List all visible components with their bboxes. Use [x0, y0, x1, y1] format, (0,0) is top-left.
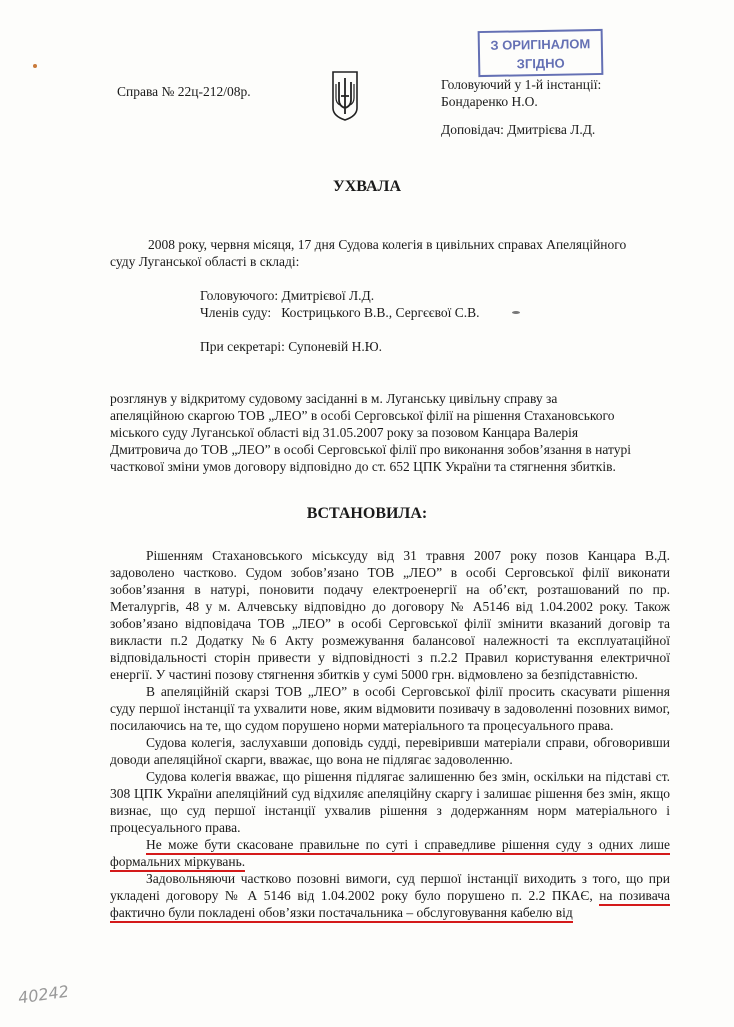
considered-line: розглянув у відкритому судовому засіданні в м. Луганську цивільну справу за — [110, 391, 558, 406]
case-number: Справа № 22ц-212/08р. — [117, 84, 251, 99]
underlined-text: Не може бути скасоване правильне по суті і справедливе рішення суду з одних лише формальних міркувань. — [110, 837, 670, 872]
paragraph-reasoning: Судова колегія вважає, що рішення підлягає залишенню без змін, оскільки на підставі ст. 308 ЦПК України апеляційний суд відхиляє апеляційну скаргу і залишає рішення без змін, якщо визнає, що суд першої інстанції ухвалив рішення з додержанням норм матеріального і процесуального права. — [110, 769, 670, 835]
trident-emblem-icon — [330, 70, 360, 122]
rapporteur: Доповідач: Дмитрієва Л.Д. — [441, 122, 596, 137]
presiding-name: Бондаренко Н.О. — [441, 94, 538, 109]
speck-mark — [512, 311, 520, 314]
panel-chair: Головуючого: Дмитрієвої Л.Д. — [200, 288, 375, 303]
presiding-label: Головуючий у 1-й інстанції: — [441, 77, 602, 92]
speck-mark — [33, 64, 37, 68]
considered-line: апеляційною скаргою ТОВ „ЛЕО” в особі Серговської філії на рішення Стахановського — [110, 408, 615, 423]
paragraph-review: Судова колегія, заслухавши доповідь судді, перевіривши матеріали справи, обговоривши доводи апеляційної скарги, вважає, що вона не підлягає задоволенню. — [110, 735, 670, 767]
original-conformity-stamp: З ОРИГІНАЛОМ ЗГІДНО — [478, 29, 604, 77]
underlined-text: на позивача фактично були покладені обов’язки постачальника – обслуговування кабелю від — [110, 888, 670, 923]
panel-members: Членів суду: Кострицького В.В., Сергєєвої С.В. — [200, 305, 480, 320]
paragraph-first-instance: Задовольняючи частково позовні вимоги, суд першої інстанції виходить з того, що при укладені договору № А 5146 від 1.04.2002 року було порушено п. 2.2 ПКАЄ, на позивача фактично були покладені обов’язки постачальника – обслуговування кабелю від — [110, 870, 670, 921]
considered-line: міського суду Луганської області від 31.05.2007 року за позовом Канцара Валерія — [110, 425, 579, 440]
paragraph-decision: Рішенням Стахановського міськсуду від 31 травня 2007 року позов Канцара В.Д. задоволено частково. Судом зобов’язано ТОВ „ЛЕО” в особі Серговської філії виконати зобов’язання в натурі, поновити подачу електроенергії на об’єкт, розташований по пр. Металургів, 48 у м. Алчевську відповідно до договору № А5146 від 1.04.2002 року. Також зобов’язано відповідача ТОВ „ЛЕО” в особі Серговської філії змінити вказаний договір та викласти п.2 Додатку №6 Акту розмежування балансової належності та експлуатаційної відповідальності сторін привести у відповідності з п.2.2 Правил користування електричної енергії. У частині позову стягнення збитків у сумі 5000 грн. відмовлено за безпідставністю. — [110, 548, 670, 682]
considered-line: Дмитровича до ТОВ „ЛЕО” в особі Серговської філії про виконання зобов’язання в натурі — [110, 442, 631, 457]
section-title: ВСТАНОВИЛА: — [306, 505, 428, 522]
handwritten-page-number: 40242 — [16, 981, 70, 1008]
panel-secretary: При секретарі: Супоневій Н.Ю. — [200, 339, 382, 354]
body-text — [110, 547, 670, 921]
considered-line: часткової зміни умов договору відповідно до ст. 652 ЦПК України та стягнення збитків. — [110, 459, 616, 474]
intro-line-1: 2008 року, червня місяця, 17 дня Судова колегія в цивільних справах Апеляційного — [148, 237, 627, 252]
paragraph-formal-grounds — [110, 836, 670, 870]
intro-line-2: суду Луганської області в складі: — [110, 254, 300, 269]
paragraph-appeal: В апеляційній скарзі ТОВ „ЛЕО” в особі Серговської філії просить скасувати рішення суду першої інстанції та ухвалити нове, яким відмовити позивачу в задоволенні позовних вимог, посилаючись на те, що судом порушено норми матеріального та процесуального права. — [110, 684, 670, 733]
document-title: УХВАЛА — [333, 178, 401, 195]
